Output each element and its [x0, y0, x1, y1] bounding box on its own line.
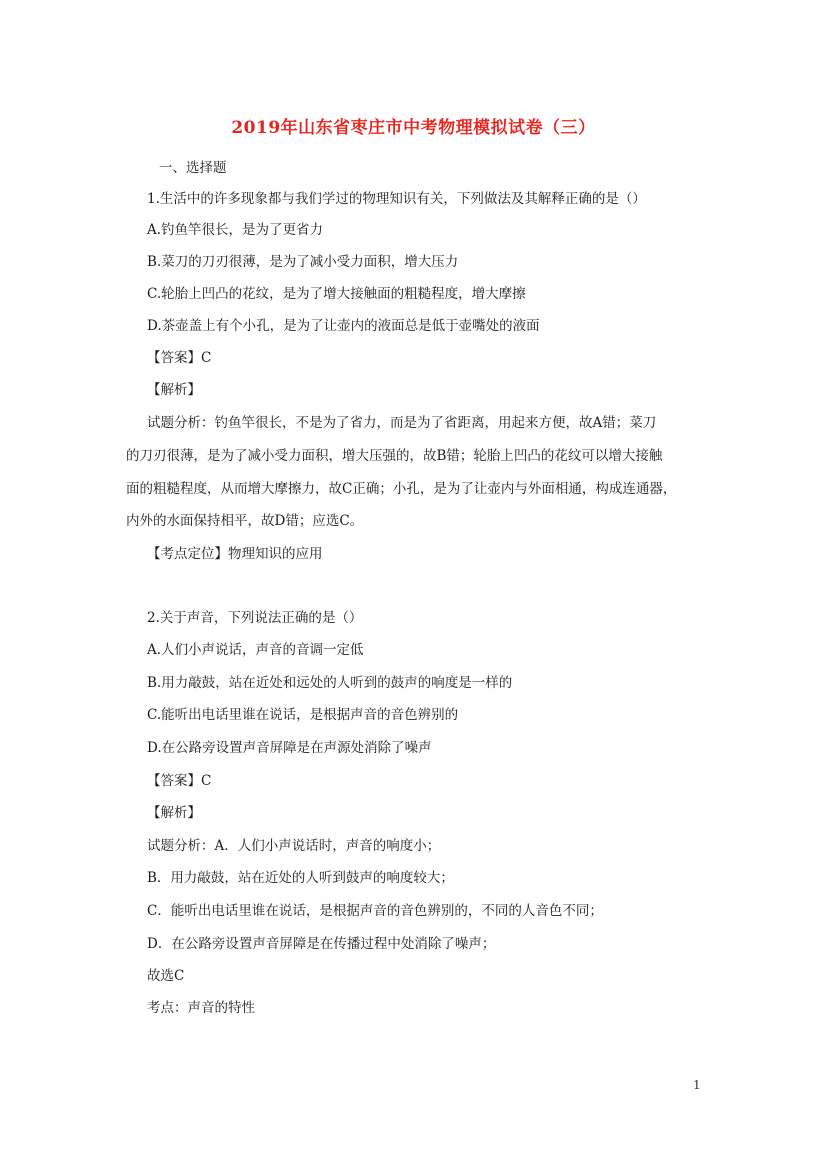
q2-analysis-line-2: B．用力敲鼓，站在近处的人听到鼓声的响度较大； [147, 870, 454, 886]
q2-option-a: A.人们小声说话，声音的音调一定低 [147, 642, 364, 658]
q1-option-a: A.钓鱼竿很长，是为了更省力 [147, 222, 324, 238]
q1-option-c: C.轮胎上凹凸的花纹，是为了增大接触面的粗糙程度，增大摩擦 [147, 286, 526, 302]
section-heading: 一、选择题 [159, 160, 227, 176]
q1-analysis-line-4: 内外的水面保持相平，故D错；应选C。 [126, 513, 364, 529]
q1-option-b: B.菜刀的刀刃很薄，是为了减小受力面积，增大压力 [147, 254, 459, 270]
q2-option-c: C.能听出电话里谁在说话，是根据声音的音色辨别的 [147, 707, 459, 723]
page-title: 2019年山东省枣庄市中考物理模拟试卷（三） [231, 118, 596, 138]
q1-kaodian: 【考点定位】物理知识的应用 [147, 546, 323, 562]
q1-analysis-line-1: 试题分析：钓鱼竿很长，不是为了省力，而是为了省距离，用起来方便，故A错；菜刀 [147, 415, 657, 431]
q1-analysis-line-3: 面的粗糙程度，从而增大摩擦力，故C正确；小孔，是为了让壶内与外面相通，构成连通器， [126, 481, 677, 497]
q2-conclusion: 故选C [147, 968, 185, 984]
q2-option-b: B.用力敲鼓，站在近处和远处的人听到的鼓声的响度是一样的 [147, 675, 513, 691]
q2-answer: 【答案】C [147, 773, 212, 789]
q2-analysis-line-1: 试题分析：A．人们小声说话时，声音的响度小； [147, 838, 441, 854]
q1-stem: 1.生活中的许多现象都与我们学过的物理知识有关，下列做法及其解释正确的是（） [147, 191, 646, 207]
q2-kaodian: 考点：声音的特性 [147, 1000, 255, 1016]
q2-option-d: D.在公路旁设置声音屏障是在声源处消除了噪声 [147, 740, 432, 756]
q2-analysis-line-3: C．能听出电话里谁在说话，是根据声音的音色辨别的，不同的人音色不同； [147, 903, 603, 919]
q1-option-d: D.茶壶盖上有个小孔，是为了让壶内的液面总是低于壶嘴处的液面 [147, 318, 540, 334]
q1-analysis-heading: 【解析】 [147, 382, 201, 398]
page-number: 1 [693, 1078, 701, 1092]
q2-analysis-line-4: D．在公路旁设置声音屏障是在传播过程中处消除了噪声； [147, 936, 496, 952]
q1-analysis-line-2: 的刀刃很薄，是为了减小受力面积，增大压强的，故B错；轮胎上凹凸的花纹可以增大接触 [126, 448, 663, 464]
q1-answer: 【答案】C [147, 350, 212, 366]
q2-analysis-heading: 【解析】 [147, 805, 201, 821]
q2-stem: 2.关于声音，下列说法正确的是（） [147, 610, 363, 626]
